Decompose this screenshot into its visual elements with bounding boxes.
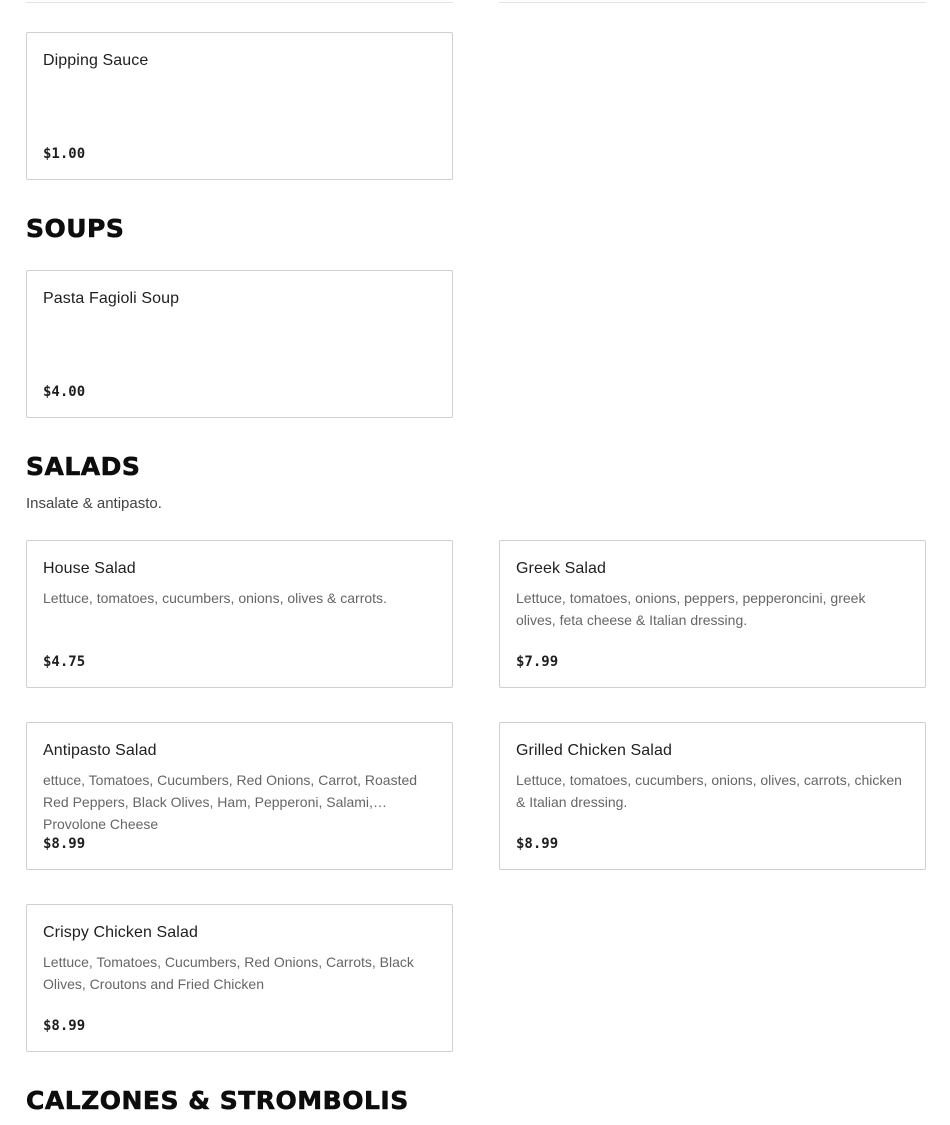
- menu-item-card[interactable]: [26, 540, 453, 688]
- menu-item-price: $4.75: [43, 654, 86, 670]
- menu-item-name: Antipasto Salad: [43, 742, 157, 759]
- menu-item-price: $8.99: [43, 836, 86, 852]
- menu-item-card[interactable]: [26, 722, 453, 870]
- menu-item-description: ettuce, Tomatoes, Cucumbers, Red Onions, Carrot, Roasted Red Peppers, Black Olives, Ham, Pepperoni, Salami, Provolone Cheese: [43, 772, 418, 832]
- menu-item-name: House Salad: [43, 560, 136, 577]
- menu-item-name: Dipping Sauce: [43, 52, 149, 69]
- menu-item-description: Lettuce, tomatoes, onions, peppers, pepperoncini, greek olives, feta cheese & Italian dressing.: [516, 590, 866, 628]
- menu-item-price: $8.99: [516, 836, 559, 852]
- menu-item-price: $1.00: [43, 146, 86, 162]
- menu-item-name: Greek Salad: [516, 560, 607, 577]
- menu-item-price: $8.99: [43, 1018, 86, 1034]
- menu-item-description: Lettuce, tomatoes, cucumbers, onions, olives & carrots.: [43, 590, 387, 606]
- section-subtitle: Insalate & antipasto.: [26, 495, 162, 512]
- menu-item-card[interactable]: [499, 722, 926, 870]
- menu-item-description: Lettuce, Tomatoes, Cucumbers, Red Onions, Carrots, Black Olives, Croutons and Fried Chicken: [43, 954, 414, 992]
- menu-item-name: Crispy Chicken Salad: [43, 924, 198, 941]
- menu-item-card[interactable]: [26, 32, 453, 180]
- section-title-salads: SALADS: [26, 452, 141, 481]
- menu-item-name: Grilled Chicken Salad: [516, 742, 672, 759]
- previous-card-edge: [499, 0, 926, 3]
- menu-item-card[interactable]: [26, 270, 453, 418]
- menu-item-price: $7.99: [516, 654, 559, 670]
- menu-item-card[interactable]: [499, 540, 926, 688]
- menu-item-price: $4.00: [43, 384, 86, 400]
- section-title-soups: SOUPS: [26, 214, 125, 243]
- section-title-calzones: CALZONES & STROMBOLIS: [26, 1086, 409, 1115]
- menu-item-description: Lettuce, tomatoes, cucumbers, onions, olives, carrots, chicken & Italian dressing.: [516, 772, 902, 810]
- previous-card-edge: [26, 0, 453, 3]
- menu-item-name: Pasta Fagioli Soup: [43, 290, 180, 307]
- menu-item-card[interactable]: [26, 904, 453, 1052]
